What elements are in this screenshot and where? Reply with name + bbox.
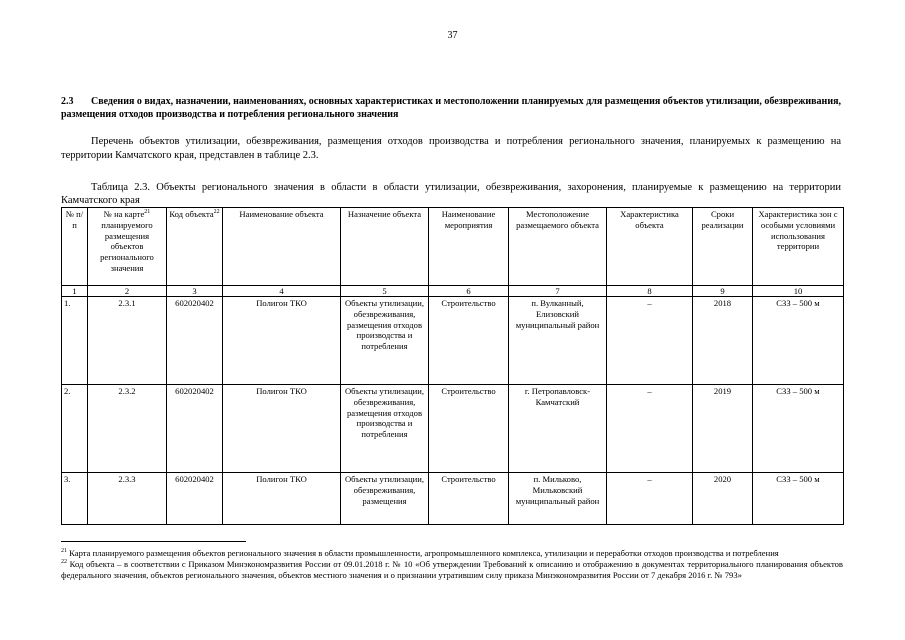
column-number: 5	[341, 286, 429, 297]
footnote	[61, 548, 843, 559]
table-cell: Строительство	[429, 385, 509, 473]
table-cell: Полигон ТКО	[223, 297, 341, 385]
section-number: 2.3	[61, 96, 74, 107]
table-cell: Строительство	[429, 473, 509, 525]
table-cell: п. Вулканный, Елизовский муниципальный район	[509, 297, 607, 385]
table-cell: Полигон ТКО	[223, 385, 341, 473]
table-cell: –	[607, 385, 693, 473]
header-cell: Местоположение размещаемого объекта	[509, 208, 607, 286]
footnote-number: 21	[61, 548, 67, 555]
footnotes	[61, 548, 843, 581]
table-cell: СЗЗ – 500 м	[753, 297, 844, 385]
footnote-text: Карта планируемого размещения объектов регионального значения в области промышленности, агропромышленного комплекса, утилизации и переработки отходов производства и потребления	[69, 548, 779, 558]
footnote	[61, 559, 843, 581]
table-row	[62, 385, 844, 473]
table-cell: 2.	[62, 385, 88, 473]
page-number: 37	[447, 30, 458, 41]
header-cell: Характеристика объекта	[607, 208, 693, 286]
table-cell: п. Мильково, Мильковский муниципальный район	[509, 473, 607, 525]
table-cell: 3.	[62, 473, 88, 525]
header-cell: Назначение объекта	[341, 208, 429, 286]
footnote-separator	[61, 541, 246, 542]
header-cell: Наименование мероприятия	[429, 208, 509, 286]
column-number: 2	[88, 286, 167, 297]
table-cell: 2018	[693, 297, 753, 385]
footnote-text: Код объекта – в соответствии с Приказом Минэкономразвития России от 09.01.2018 г. № 10 «Об утверждении Требований к описанию и отображению в документах территориального планирования объектов федерального значения, объектов регионального значения, объектов местного значения и о признании утратившим силу приказа Минэкономразвития России от 7 декабря 2016 г. № 793»	[61, 559, 843, 580]
header-cell: Код объекта$^{22}$	[167, 208, 223, 286]
header-cell: Сроки реализации	[693, 208, 753, 286]
table-cell: 602020402	[167, 297, 223, 385]
column-number: 4	[223, 286, 341, 297]
column-number: 6	[429, 286, 509, 297]
footnote-number: 22	[61, 559, 67, 566]
table-cell: СЗЗ – 500 м	[753, 473, 844, 525]
header-row	[62, 208, 844, 286]
header-cell: № на карте$^{21}$ планируемого размещения объектов регионального значения	[88, 208, 167, 286]
objects-table	[61, 207, 844, 525]
table-caption: Таблица 2.3. Объекты регионального значения в области в области утилизации, обезвреживания, захоронения, планируемые к размещению на территории Камчатского края	[61, 182, 841, 206]
table-cell: 2.3.2	[88, 385, 167, 473]
column-number: 8	[607, 286, 693, 297]
column-number-row	[62, 286, 844, 297]
header-cell: № п/п	[62, 208, 88, 286]
table-cell: 2.3.1	[88, 297, 167, 385]
intro-paragraph: Перечень объектов утилизации, обезвреживания, размещения отходов производства и потребления регионального значения, планируемых к размещению на территории Камчатского края, представлен в таблице 2.3.	[61, 136, 841, 161]
footnote-ref: 21	[144, 209, 151, 216]
column-number: 9	[693, 286, 753, 297]
table-cell: 602020402	[167, 473, 223, 525]
header-cell: Характеристика зон с особыми условиями использования территории	[753, 208, 844, 286]
section-heading	[61, 95, 841, 121]
table-cell: –	[607, 473, 693, 525]
column-number: 7	[509, 286, 607, 297]
table-cell: Объекты утилизации, обезвреживания, размещения отходов производства и потребления	[341, 385, 429, 473]
table-cell: Объекты утилизации, обезвреживания, размещения отходов производства и потребления	[341, 297, 429, 385]
table-cell: Строительство	[429, 297, 509, 385]
table-cell: –	[607, 297, 693, 385]
table-cell: СЗЗ – 500 м	[753, 385, 844, 473]
table-cell: 2020	[693, 473, 753, 525]
section-title: Сведения о видах, назначении, наименованиях, основных характеристиках и местоположении планируемых для размещения объектов утилизации, обезвреживания, размещения отходов производства и потребления регионального значения	[61, 96, 841, 120]
column-number: 3	[167, 286, 223, 297]
table-cell: Полигон ТКО	[223, 473, 341, 525]
column-number: 10	[753, 286, 844, 297]
header-cell: Наименование объекта	[223, 208, 341, 286]
table-cell: г. Петропавловск-Камчатский	[509, 385, 607, 473]
table-cell: 1.	[62, 297, 88, 385]
table-cell: 602020402	[167, 385, 223, 473]
table-cell: 2019	[693, 385, 753, 473]
footnote-ref: 22	[213, 209, 220, 216]
table-cell: 2.3.3	[88, 473, 167, 525]
column-number: 1	[62, 286, 88, 297]
table-row	[62, 297, 844, 385]
table-cell: Объекты утилизации, обезвреживания, размещения	[341, 473, 429, 525]
table-row	[62, 473, 844, 525]
